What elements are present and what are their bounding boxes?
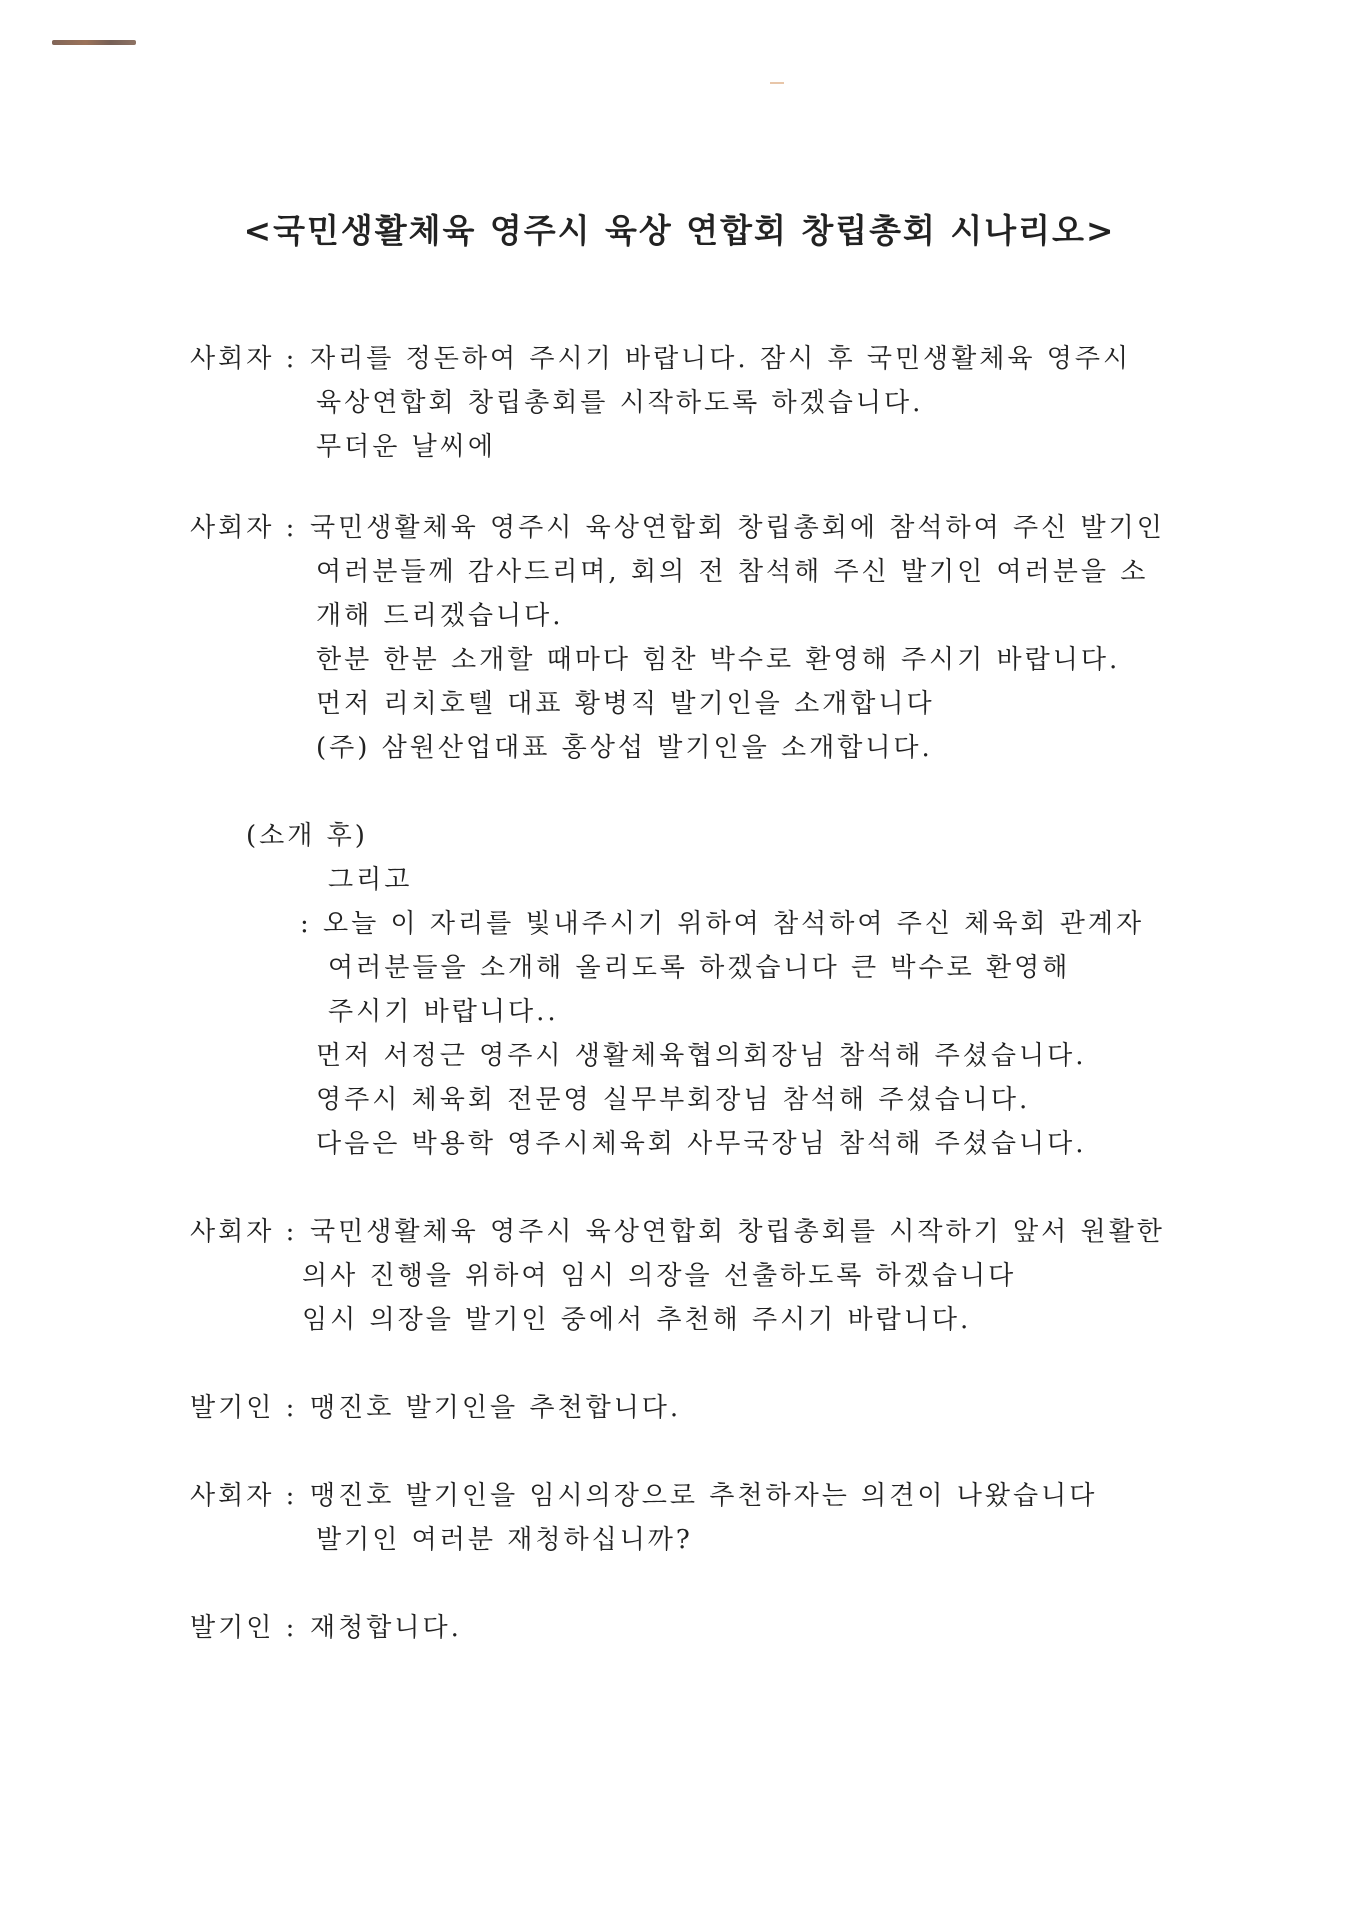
speaker-label: 사회자 : <box>190 513 298 543</box>
speaker-label: 사회자 : <box>190 1217 298 1247</box>
script-line: 다음은 박용학 영주시체육회 사무국장님 참석해 주셨습니다. <box>316 1129 1087 1159</box>
script-line: 주시기 바랍니다.. <box>328 997 559 1027</box>
script-line: 맹진호 발기인을 임시의장으로 추천하자는 의견이 나왔습니다 <box>310 1481 1098 1511</box>
speaker-label: 발기인 : <box>190 1613 298 1643</box>
script-line: 국민생활체육 영주시 육상연합회 창립총회를 시작하기 앞서 원활한 <box>310 1217 1165 1247</box>
script-line: 자리를 정돈하여 주시기 바랍니다. 잠시 후 국민생활체육 영주시 <box>310 344 1132 374</box>
script-line: (주) 삼원산업대표 홍상섭 발기인을 소개합니다. <box>316 733 933 763</box>
script-line: 맹진호 발기인을 추천합니다. <box>310 1393 682 1423</box>
scan-speck <box>770 82 784 84</box>
script-line: 의사 진행을 위하여 임시 의장을 선출하도록 하겠습니다 <box>302 1261 1017 1291</box>
speaker-label: 사회자 : <box>190 1481 298 1511</box>
script-line: 육상연합회 창립총회를 시작하도록 하겠습니다. <box>316 388 924 418</box>
script-line: 한분 한분 소개할 때마다 힘찬 박수로 환영해 주시기 바랍니다. <box>316 645 1121 675</box>
script-line: 무더운 날씨에 <box>316 432 496 462</box>
script-line: 개해 드리겠습니다. <box>316 601 564 631</box>
script-line: 여러분들을 소개해 올리도록 하겠습니다 큰 박수로 환영해 <box>328 953 1071 983</box>
script-line: : 오늘 이 자리를 빛내주시기 위하여 참석하여 주신 체육회 관계자 <box>300 909 1145 939</box>
script-line: 그리고 <box>328 865 413 895</box>
script-line: 임시 의장을 발기인 중에서 추천해 주시기 바랍니다. <box>302 1305 972 1335</box>
script-line: 먼저 리치호텔 대표 황병직 발기인을 소개합니다 <box>316 689 935 719</box>
staple-mark <box>52 40 136 45</box>
speaker-label: 사회자 : <box>190 344 298 374</box>
script-line: 영주시 체육회 전문영 실무부회장님 참석해 주셨습니다. <box>316 1085 1031 1115</box>
script-line: 여러분들께 감사드리며, 회의 전 참석해 주신 발기인 여러분을 소 <box>316 557 1149 587</box>
script-line: 재청합니다. <box>310 1613 462 1643</box>
document-title: <국민생활체육 영주시 육상 연합회 창립총회 시나리오> <box>243 211 1116 250</box>
script-line: 먼저 서정근 영주시 생활체육협의회장님 참석해 주셨습니다. <box>316 1041 1087 1071</box>
stage-direction: (소개 후) <box>246 821 368 851</box>
script-line: 발기인 여러분 재청하십니까? <box>316 1525 693 1555</box>
speaker-label: 발기인 : <box>190 1393 298 1423</box>
script-line: 국민생활체육 영주시 육상연합회 창립총회에 참석하여 주신 발기인 <box>310 513 1165 543</box>
